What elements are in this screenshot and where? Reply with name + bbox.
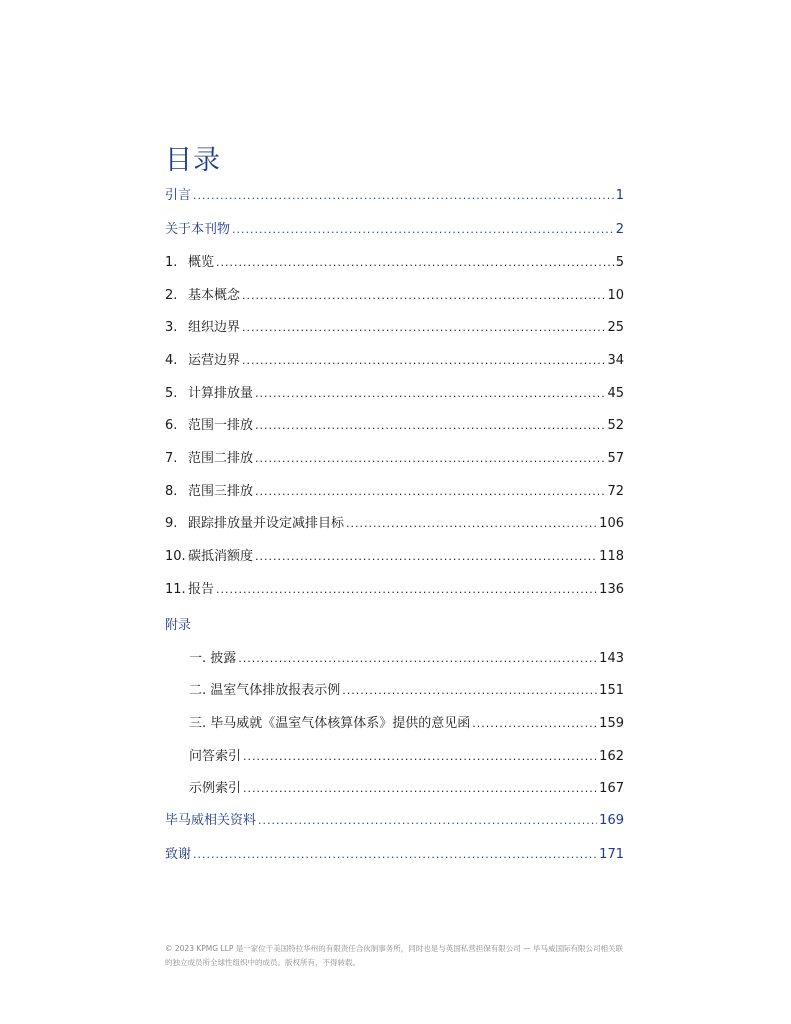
toc-entry-8[interactable]: [165, 482, 624, 502]
toc-leader: [255, 547, 597, 567]
toc-label: 二. 温室气体排放报表示例: [189, 683, 341, 698]
toc-page: 2: [615, 222, 624, 237]
toc-entry-2[interactable]: [165, 286, 624, 306]
toc-page: 143: [599, 651, 624, 666]
toc-leader: [472, 714, 597, 734]
toc-entry-kpmg-resources[interactable]: [165, 811, 624, 831]
toc-number: 1.: [165, 255, 178, 270]
toc-label: 基本概念: [188, 288, 241, 303]
toc-leader: [255, 482, 605, 502]
toc-number: 7.: [165, 451, 178, 466]
toc-entry-6[interactable]: [165, 416, 624, 436]
toc-label: 运营边界: [188, 353, 241, 368]
toc-number: 10.: [165, 549, 186, 564]
toc-number: 9.: [165, 516, 178, 531]
toc-leader: [255, 384, 605, 404]
toc-label: 关于本刊物: [165, 222, 231, 237]
toc-entry-11[interactable]: [165, 580, 624, 600]
toc-label: 跟踪排放量并设定减排目标: [188, 516, 345, 531]
toc-page: 167: [599, 781, 624, 796]
toc-leader: [243, 747, 597, 767]
appendix-entry-1[interactable]: [189, 649, 624, 669]
toc-label: 致谢: [165, 847, 192, 862]
toc-label: 三. 毕马威就《温室气体核算体系》提供的意见函: [189, 716, 471, 731]
toc-leader: [258, 811, 597, 831]
toc-leader: [243, 779, 597, 799]
toc-number: 2.: [165, 288, 178, 303]
toc-leader: [242, 318, 605, 338]
appendix-entry-2[interactable]: [189, 681, 624, 701]
toc-page: 34: [607, 353, 624, 368]
toc-label: 毕马威相关资料: [165, 813, 257, 828]
toc-page: 10: [607, 288, 624, 303]
toc-page: 52: [607, 418, 624, 433]
toc-leader: [238, 649, 597, 669]
toc-page: 159: [599, 716, 624, 731]
toc-label: 范围一排放: [188, 418, 254, 433]
appendix-entry-qa-index[interactable]: [189, 747, 624, 767]
toc-label: 范围二排放: [188, 451, 254, 466]
toc-page: 136: [599, 582, 624, 597]
toc-leader: [255, 449, 605, 469]
toc-label: 示例索引: [189, 781, 242, 796]
toc-entry-about[interactable]: [165, 220, 624, 240]
toc-leader: [232, 220, 614, 240]
toc-page: 5: [615, 255, 624, 270]
appendix-entry-example-index[interactable]: [189, 779, 624, 799]
toc-label: 碳抵消额度: [188, 549, 254, 564]
copyright-footer: © 2023 KPMG LLP 是一家位于美国特拉华州的有限责任合伙制事务所，同时也是与英国私营担保有限公司 — 毕马威国际有限公司相关联的独立成员所全球性组织中的成员。版权所有，不得转载。: [165, 944, 623, 967]
toc-page: 57: [607, 451, 624, 466]
toc-entry-9[interactable]: [165, 514, 624, 534]
page-title: 目录: [165, 145, 221, 176]
toc-number: 5.: [165, 386, 178, 401]
appendix-heading[interactable]: 附录: [165, 618, 192, 633]
toc-leader: [255, 416, 605, 436]
toc-page: 169: [599, 813, 624, 828]
toc-number: 11.: [165, 582, 186, 597]
toc-entry-4[interactable]: [165, 351, 624, 371]
appendix-entry-3[interactable]: [189, 714, 624, 734]
toc-page: 72: [607, 484, 624, 499]
toc-leader: [193, 845, 597, 865]
toc-label: 问答索引: [189, 749, 242, 764]
toc-number: 8.: [165, 484, 178, 499]
toc-page: 25: [607, 320, 624, 335]
toc-entry-intro[interactable]: [165, 186, 624, 206]
toc-label: 组织边界: [188, 320, 241, 335]
toc-page: 162: [599, 749, 624, 764]
toc-entry-10[interactable]: [165, 547, 624, 567]
toc-leader: [346, 514, 597, 534]
toc-entry-3[interactable]: [165, 318, 624, 338]
toc-entry-acknowledgements[interactable]: [165, 845, 624, 865]
toc-label: 计算排放量: [188, 386, 254, 401]
toc-number: 4.: [165, 353, 178, 368]
toc-entry-5[interactable]: [165, 384, 624, 404]
toc-label: 报告: [188, 582, 215, 597]
toc-page: 151: [599, 683, 624, 698]
toc-leader: [216, 253, 614, 273]
toc-leader: [216, 580, 597, 600]
toc-page: 1: [615, 188, 624, 203]
toc-entry-7[interactable]: [165, 449, 624, 469]
toc-label: 概览: [188, 255, 215, 270]
toc-page: 45: [607, 386, 624, 401]
toc-label: 范围三排放: [188, 484, 254, 499]
toc-leader: [342, 681, 597, 701]
toc-page: 118: [599, 549, 624, 564]
toc-number: 6.: [165, 418, 178, 433]
toc-page: 171: [599, 847, 624, 862]
toc-page: 106: [599, 516, 624, 531]
toc-leader: [193, 186, 614, 206]
toc-label: 一. 披露: [189, 651, 237, 666]
toc-label: 引言: [165, 188, 192, 203]
toc-leader: [242, 286, 605, 306]
toc-number: 3.: [165, 320, 178, 335]
toc-entry-1[interactable]: [165, 253, 624, 273]
toc-leader: [242, 351, 605, 371]
